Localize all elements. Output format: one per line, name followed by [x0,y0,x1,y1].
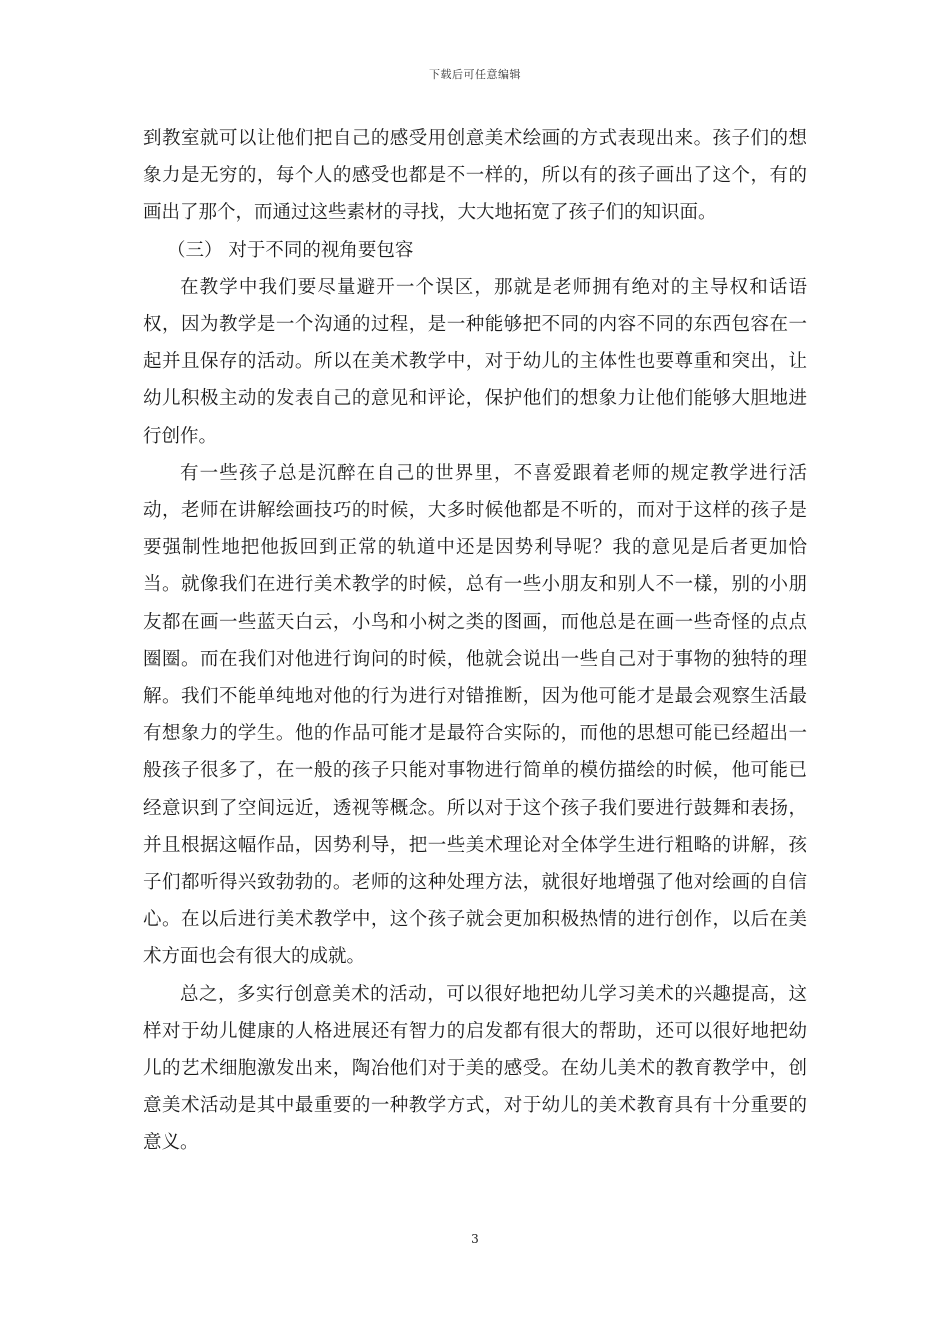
section-subheading: （三） 对于不同的视角要包容 [167,239,414,261]
paragraph: 有一些孩子总是沉醉在自己的世界里，不喜爱跟着老师的规定教学进行活动，老师在讲解绘画技巧的时候，大多时候他都是不听的，而对于这样的孩子是要强制性地把他扳回到正常的轨道中还是因势利导呢？我的意见是后者更加恰当。就像我们在进行美术教学的时候，总有一些小朋友和别人不一樣，别的小朋友都在画一些蓝天白云，小鸟和小树之类的图画，而他总是在画一些奇怪的点点圈圈。而在我们对他进行询问的时候，他就会说出一些自己对于事物的独特的理解。我们不能单纯地对他的行为进行对错推断，因为他可能才是最会观察生活最有想象力的学生。他的作品可能才是最符合实际的，而他的思想可能已经超出一般孩子很多了，在一般的孩子只能对事物进行简单的模仿描绘的时候，他可能已经意识到了空间远近，透视等概念。所以对于这个孩子我们要进行鼓舞和表扬，并且根据这幅作品，因势利导，把一些美术理论对全体学生进行粗略的讲解，孩子们都听得兴致勃勃的。老师的这种处理方法，就很好地增强了他对绘画的自信心。在以后进行美术教学中，这个孩子就会更加积极热情的进行创作，以后在美术方面也会有很大的成就。 [143,462,807,968]
page-number: 3 [471,1232,479,1246]
paragraph-continuation: 到教室就可以让他们把自己的感受用创意美术绘画的方式表现出来。孩子们的想象力是无穷的，每个人的感受也都是不一样的，所以有的孩子画出了这个，有的画出了那个，而通过这些素材的寻找，大大地拓宽了孩子们的知识面。 [143,128,807,224]
document-body [143,120,807,1162]
paragraph: 在教学中我们要尽量避开一个误区，那就是老师拥有绝对的主导权和话语权，因为教学是一个沟通的过程，是一种能够把不同的内容不同的东西包容在一起并且保存的活动。所以在美术教学中，对于幼儿的主体性也要尊重和突出，让幼儿积极主动的发表自己的意见和评论，保护他们的想象力让他们能够大胆地进行创作。 [143,276,807,447]
paragraph-conclusion: 总之，多实行创意美术的活动，可以很好地把幼儿学习美术的兴趣提高，这样对于幼儿健康的人格进展还有智力的启发都有很大的帮助，还可以很好地把幼儿的艺术细胞激发出来，陶冶他们对于美的感受。在幼儿美术的教育教学中，创意美术活动是其中最重要的一种教学方式，对于幼儿的美术教育具有十分重要的意义。 [143,983,807,1154]
page-header: 下载后可任意编辑 [429,68,521,81]
